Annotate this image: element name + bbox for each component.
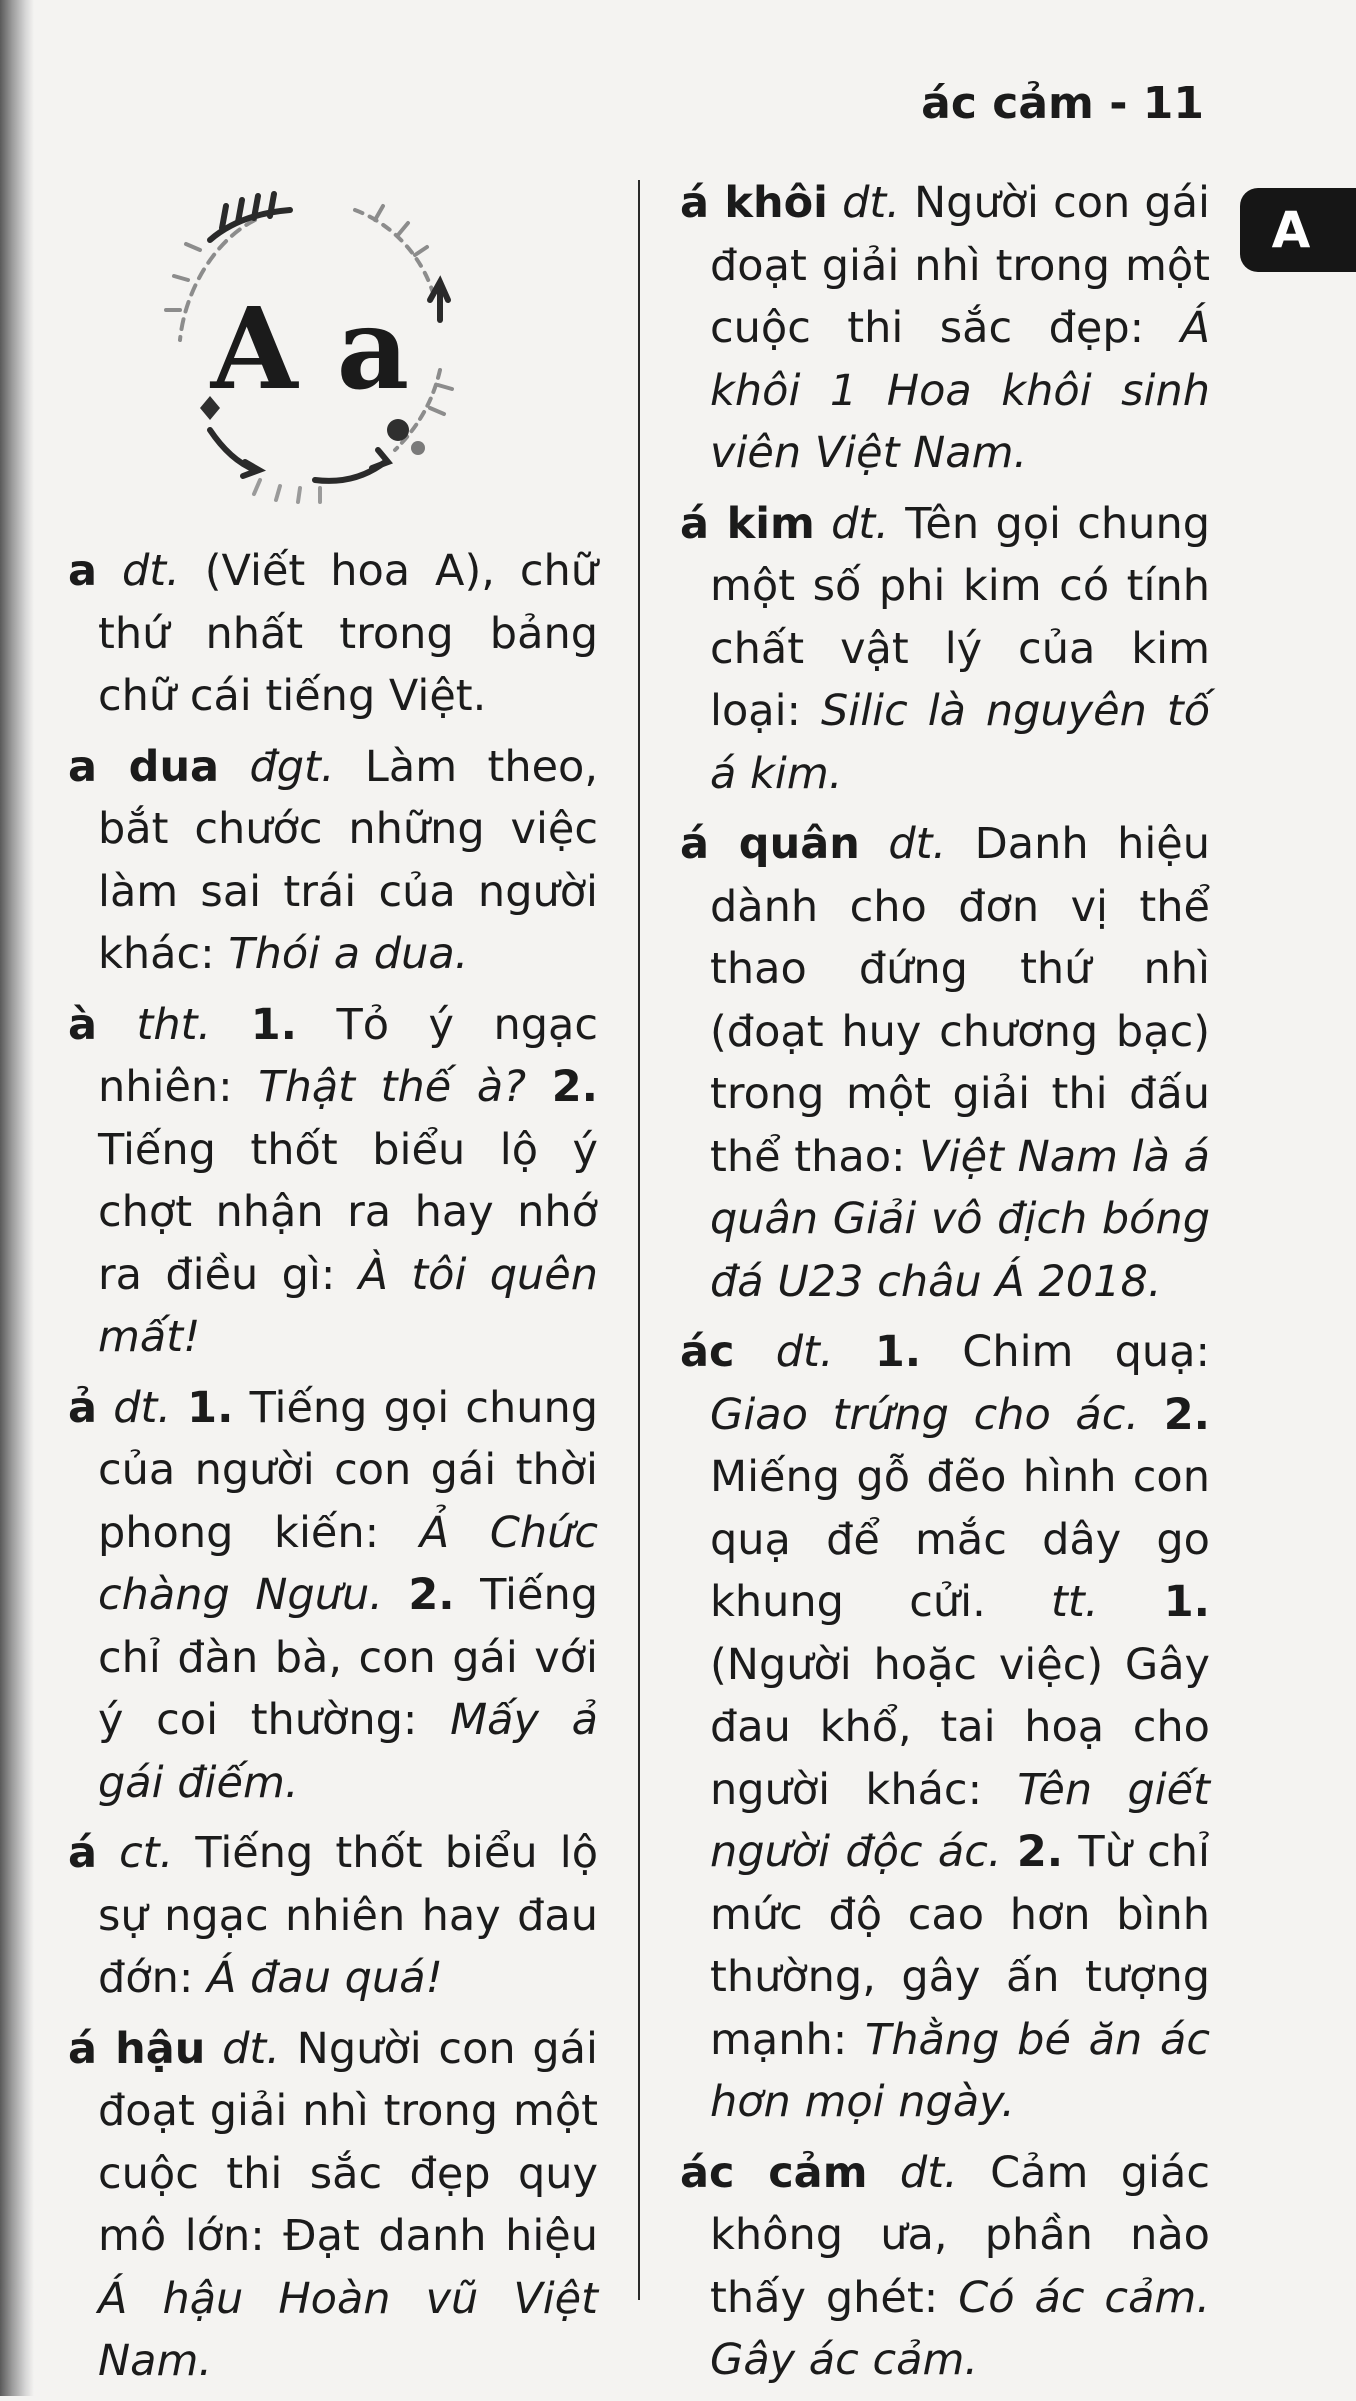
dictionary-entry xyxy=(68,540,598,728)
entry-part-of-speech: dt. xyxy=(113,1382,172,1433)
entry-part-of-speech: tht. xyxy=(136,999,212,1050)
dictionary-entry xyxy=(680,813,1210,1313)
entry-definition xyxy=(735,1327,776,1377)
entry-definition xyxy=(97,1828,119,1878)
entry-example: Á hậu Hoàn vũ Việt Nam. xyxy=(98,2273,598,2386)
entry-definition xyxy=(171,1383,187,1433)
right-column xyxy=(680,172,1210,2400)
entry-headword: a xyxy=(68,546,98,596)
dictionary-entry xyxy=(68,2018,598,2393)
entry-definition xyxy=(1098,1577,1163,1627)
entry-definition: Danh hiệu dành cho đơn vị thể thao đứng thứ nhì (đoạt huy chương bạc) trong một giải thi đấu thể thao: xyxy=(710,819,1211,1182)
entry-part-of-speech: dt. xyxy=(222,2023,280,2074)
dictionary-entry xyxy=(680,2142,1210,2392)
dictionary-entry xyxy=(680,1321,1210,2134)
entry-definition: Tiếng thốt biểu lộ ý chợt nhận ra hay nhớ ra điều gì: xyxy=(98,1124,598,1300)
entry-definition: Người con gái đoạt giải nhì trong một cuộc thi sắc đẹp quy mô lớn: Đạt danh hiệu xyxy=(98,2023,598,2261)
entry-headword: á kim xyxy=(680,498,815,549)
entry-definition xyxy=(828,178,842,228)
entry-headword: 2. xyxy=(1016,1827,1064,1877)
entry-definition xyxy=(815,499,831,549)
column-divider xyxy=(638,180,640,2300)
entry-part-of-speech: dt. xyxy=(842,178,900,228)
entry-part-of-speech: đgt. xyxy=(249,741,335,792)
entry-headword: a dua xyxy=(68,741,220,792)
entry-part-of-speech: tt. xyxy=(1051,1577,1099,1627)
entry-example: Á đau quá! xyxy=(207,1953,443,2003)
entry-example: Mấy ả gái điếm. xyxy=(98,1695,598,1808)
dictionary-entry xyxy=(68,1822,598,2010)
entry-headword: ác xyxy=(680,1327,735,1377)
entry-headword: ác cảm xyxy=(680,2147,868,2198)
entry-example: Tên giết người độc ác. xyxy=(710,1764,1211,1877)
entry-headword: 2. xyxy=(408,1570,455,1620)
entry-example: Thật thế à? xyxy=(258,1062,527,1112)
left-column xyxy=(68,540,598,2401)
entry-headword: à xyxy=(68,999,98,1050)
entry-headword: á khôi xyxy=(680,178,828,228)
entry-definition: (Người hoặc việc) Gây đau khổ, tai hoạ cho người khác: xyxy=(710,1639,1210,1815)
thumb-index-tab: A xyxy=(1240,188,1356,272)
entry-part-of-speech: dt. xyxy=(775,1327,834,1377)
entry-part-of-speech: ct. xyxy=(119,1828,174,1878)
letter-emblem xyxy=(140,180,480,520)
entry-definition: Miếng gỗ đẽo hình con quạ để mắc dây go khung cửi. xyxy=(710,1452,1210,1627)
dictionary-entry xyxy=(680,172,1210,485)
entry-example: Việt Nam là á quân Giải vô địch bóng đá U23 châu Á 2018. xyxy=(710,1131,1210,1307)
entry-definition xyxy=(383,1570,408,1620)
entry-definition: Tiếng thốt biểu lộ sự ngạc nhiên hay đau đớn: xyxy=(98,1828,598,2003)
entry-definition xyxy=(97,1383,113,1433)
entry-headword: á hậu xyxy=(68,2023,206,2074)
entry-headword: 2. xyxy=(1163,1389,1210,1440)
dictionary-entry xyxy=(68,994,598,1369)
entry-definition xyxy=(1139,1390,1164,1440)
entry-example: Có ác cảm. Gây ác cảm. xyxy=(710,2272,1210,2385)
entry-definition: Cảm giác không ưa, phần nào thấy ghét: xyxy=(710,2147,1210,2323)
entry-definition xyxy=(97,546,122,596)
entry-definition xyxy=(526,1062,552,1112)
entry-definition xyxy=(868,2148,900,2198)
entry-definition: Tiếng chỉ đàn bà, con gái với ý coi thường: xyxy=(98,1570,598,1745)
entry-definition: Từ chỉ mức độ cao hơn bình thường, gây ấn tượng mạnh: xyxy=(710,1827,1210,2065)
entry-example: Thói a dua. xyxy=(228,929,469,979)
entry-headword: 1. xyxy=(187,1382,234,1433)
book-spine-shadow xyxy=(0,0,34,2396)
entry-headword: 1. xyxy=(250,999,297,1050)
entry-example: Giao trứng cho ác. xyxy=(710,1389,1140,1440)
entry-definition xyxy=(205,2024,222,2074)
entry-definition: Tên gọi chung một số phi kim có tính chất vật lý của kim loại: xyxy=(710,498,1210,736)
entry-definition: Người con gái đoạt giải nhì trong một cuộc thi sắc đẹp: xyxy=(710,178,1210,353)
entry-example: Thằng bé ăn ác hơn mọi ngày. xyxy=(710,2014,1210,2127)
entry-headword: 2. xyxy=(551,1062,598,1112)
emblem-letters: A a xyxy=(210,284,410,415)
entry-headword: á quân xyxy=(680,819,860,869)
entry-example: Ả Chức chàng Ngưu. xyxy=(98,1507,598,1620)
entry-headword: 1. xyxy=(1163,1577,1210,1627)
entry-headword: ả xyxy=(68,1382,98,1433)
entry-part-of-speech: dt. xyxy=(831,498,889,549)
entry-definition xyxy=(219,742,249,792)
entry-part-of-speech: dt. xyxy=(121,546,180,596)
dictionary-entry xyxy=(68,736,598,986)
entry-definition xyxy=(211,1000,251,1050)
entry-headword: 1. xyxy=(874,1327,922,1377)
entry-example: Á khôi 1 Hoa khôi sinh viên Việt Nam. xyxy=(710,303,1210,478)
entry-definition: (Viết hoa A), chữ thứ nhất trong bảng chữ cái tiếng Việt. xyxy=(98,546,599,721)
entry-definition xyxy=(834,1327,875,1377)
dictionary-entry xyxy=(680,493,1210,806)
entry-example: Silic là nguyên tố á kim. xyxy=(710,686,1210,799)
entry-definition xyxy=(97,1000,137,1050)
entry-definition xyxy=(860,819,889,869)
entry-definition: Chim quạ: xyxy=(921,1327,1211,1377)
dictionary-entry xyxy=(68,1377,598,1815)
entry-example: À tôi quên mất! xyxy=(98,1249,598,1362)
running-head: ác cảm - 11 xyxy=(921,78,1204,129)
entry-part-of-speech: dt. xyxy=(899,2147,958,2198)
entry-definition xyxy=(1002,1827,1017,1877)
entry-definition: Làm theo, bắt chước những việc làm sai trái của người khác: xyxy=(98,741,598,979)
entry-definition: Tỏ ý ngạc nhiên: xyxy=(98,999,598,1112)
entry-definition: Tiếng gọi chung của người con gái thời phong kiến: xyxy=(98,1382,599,1558)
entry-part-of-speech: dt. xyxy=(888,819,947,869)
entry-headword: á xyxy=(68,1828,98,1878)
